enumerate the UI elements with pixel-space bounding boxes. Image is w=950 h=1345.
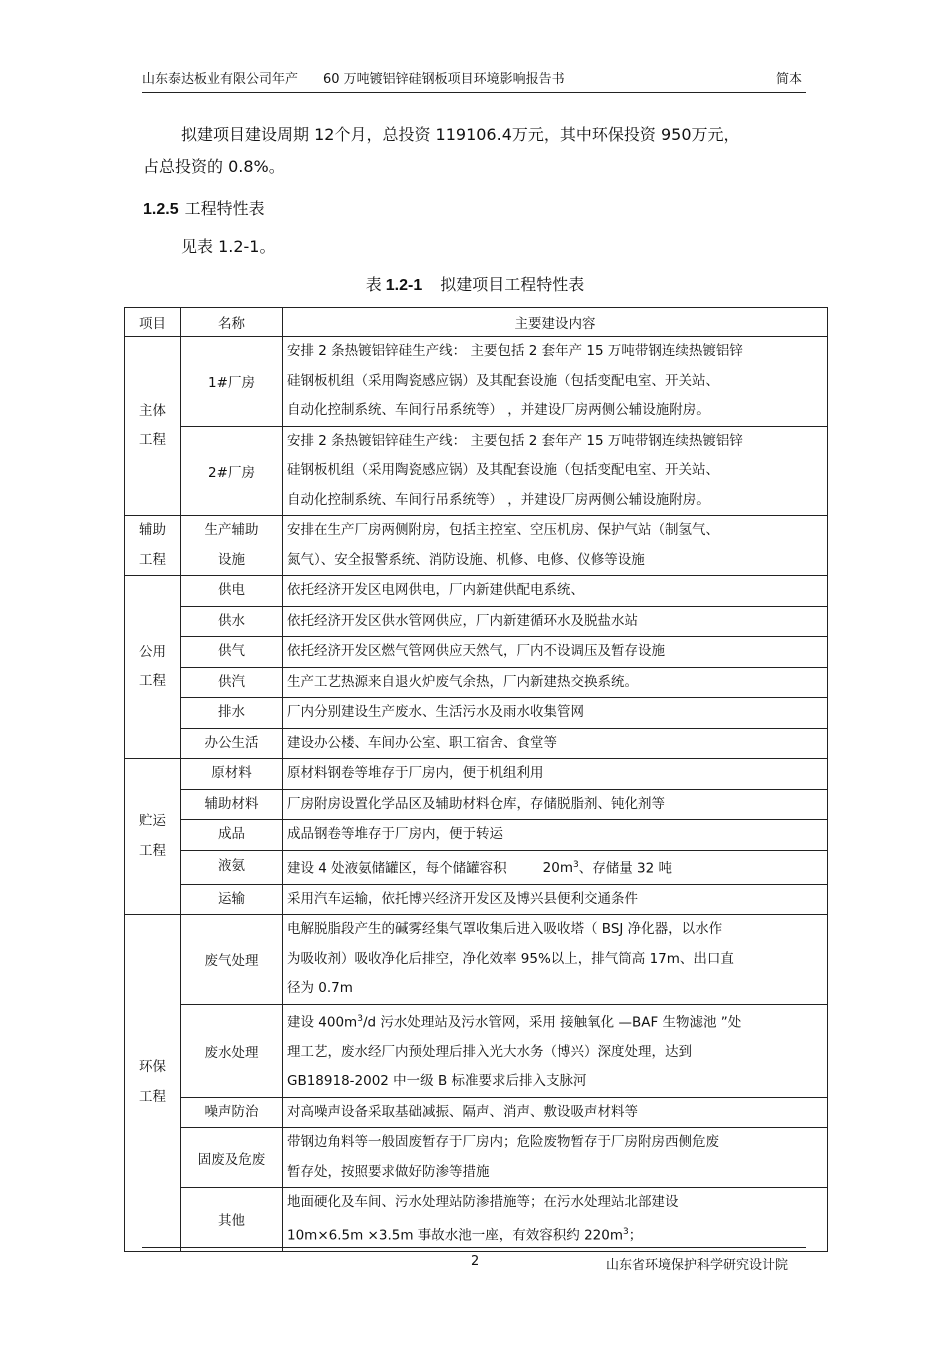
table-row [125, 516, 828, 576]
table-header-row [125, 308, 828, 337]
row-content: 建设 4 处液氨储罐区，每个储罐容积 $20m^3$、存储量 32 吨 [283, 850, 828, 884]
caption-title: 拟建项目工程特性表 [440, 275, 585, 294]
category-storage: 贮运 工程 [125, 759, 181, 915]
row-content: 建设办公楼、车间办公室、职工宿舍、食堂等 [283, 728, 828, 759]
row-content: 厂房附房设置化学品区及辅助材料仓库，存储脱脂剂、钝化剂等 [283, 789, 828, 820]
header-edition: 简本 [775, 72, 802, 87]
table-row [125, 850, 828, 884]
table-row [125, 637, 828, 668]
row-content: 厂内分别建设生产废水、生活污水及雨水收集管网 [283, 698, 828, 729]
row-content: 原材料钢卷等堆存于厂房内，便于机组利用 [283, 759, 828, 790]
caption-prefix: 表 [365, 275, 382, 294]
row-name: 其他 [181, 1188, 283, 1252]
row-content: 地面硬化及车间、污水处理站防渗措施等；在污水处理站北部建设 10m×6.5m ×3.5m 事故水池一座，有效容积约 $220m^3$； [283, 1188, 828, 1252]
table-row [125, 915, 828, 1005]
intro-line-1: 拟建项目建设周期 12个月，总投资 119106.4万元，其中环保投资 950万元， [181, 125, 740, 144]
page-footer [142, 1247, 806, 1273]
row-name: 供气 [181, 637, 283, 668]
row-content: 对高噪声设备采取基础减振、隔声、消声、敷设吸声材料等 [283, 1097, 828, 1128]
row-name: 排水 [181, 698, 283, 729]
row-name: 生产辅助 设施 [181, 516, 283, 576]
row-name: 1#厂房 [181, 337, 283, 427]
table-row [125, 1188, 828, 1252]
table-row [125, 667, 828, 698]
row-name: 废水处理 [181, 1004, 283, 1097]
section-title: 工程特性表 [184, 199, 265, 218]
category-main: 主体 工程 [125, 337, 181, 516]
row-name: 废气处理 [181, 915, 283, 1005]
see-table-text: 见表 1.2-1。 [181, 237, 276, 256]
row-content: 依托经济开发区电网供电，厂内新建供配电系统、 [283, 576, 828, 607]
row-name: 成品 [181, 820, 283, 851]
table-row [125, 698, 828, 729]
row-name: 运输 [181, 884, 283, 915]
header-company: 山东泰达板业有限公司年产 [142, 72, 299, 87]
row-name: 液氨 [181, 850, 283, 884]
row-content: 依托经济开发区供水管网供应，厂内新建循环水及脱盐水站 [283, 606, 828, 637]
row-name: 2#厂房 [181, 426, 283, 516]
table-row [125, 1097, 828, 1128]
row-name: 噪声防治 [181, 1097, 283, 1128]
row-name: 供电 [181, 576, 283, 607]
engineering-table [124, 307, 828, 1252]
section-heading [143, 196, 265, 219]
section-number: 1.2.5 [143, 201, 179, 218]
row-content: 成品钢卷等堆存于厂房内，便于转运 [283, 820, 828, 851]
row-content: 电解脱脂段产生的碱雾经集气罩收集后进入吸收塔（ BSJ 净化器，以水作 为吸收剂）吸收净化后排空，净化效率 95%以上，排气筒高 17m、出口直 径为 0.7m [283, 915, 828, 1005]
row-content: 建设 $400m^3/d$ 污水处理站及污水管网，采用 接触氧化 —BAF 生物滤池 ”处 理工艺，废水经厂内预处理后排入光大水务（博兴）深度处理，达到 GB18918-2002 中一级 B 标准要求后排入支脉河 [283, 1004, 828, 1097]
row-content: 采用汽车运输，依托博兴经济开发区及博兴县便利交通条件 [283, 884, 828, 915]
row-content: 安排 2 条热镀铝锌硅生产线： 主要包括 2 套年产 15 万吨带钢连续热镀铝锌 硅钢板机组（采用陶瓷感应锅）及其配套设施（包括变配电室、开关站、 自动化控制系统、车间行吊系统等） ，并建设厂房两侧公辅设施附房。 [283, 426, 828, 516]
row-name: 供水 [181, 606, 283, 637]
row-name: 固废及危废 [181, 1128, 283, 1188]
intro-paragraph [143, 119, 813, 183]
table-row [125, 884, 828, 915]
row-content: 安排 2 条热镀铝锌硅生产线： 主要包括 2 套年产 15 万吨带钢连续热镀铝锌 硅钢板机组（采用陶瓷感应锅）及其配套设施（包括变配电室、开关站、 自动化控制系统、车间行吊系统等） ，并建设厂房两侧公辅设施附房。 [283, 337, 828, 427]
col-header-item: 项目 [125, 308, 181, 337]
table-row [125, 337, 828, 427]
col-header-content: 主要建设内容 [283, 308, 828, 337]
page-number: 2 [471, 1254, 480, 1269]
table-row [125, 1128, 828, 1188]
table-row [125, 1004, 828, 1097]
row-content: 带钢边角料等一般固废暂存于厂房内；危险废物暂存于厂房附房西侧危废 暂存处，按照要求做好防渗等措施 [283, 1128, 828, 1188]
row-name: 原材料 [181, 759, 283, 790]
col-header-name: 名称 [181, 308, 283, 337]
table-row [125, 820, 828, 851]
footer-organization: 山东省环境保护科学研究设计院 [605, 1258, 788, 1273]
row-name: 辅助材料 [181, 789, 283, 820]
table-row [125, 728, 828, 759]
caption-number: 1.2-1 [385, 277, 423, 294]
table-row [125, 606, 828, 637]
table-row [125, 759, 828, 790]
page-header [142, 58, 806, 93]
row-content: 安排在生产厂房两侧附房，包括主控室、空压机房、保护气站（制氢气、 氮气）、安全报警系统、消防设施、机修、电修、仪修等设施 [283, 516, 828, 576]
table-row [125, 576, 828, 607]
row-content: 生产工艺热源来自退火炉废气余热，厂内新建热交换系统。 [283, 667, 828, 698]
header-report-title: 60 万吨镀铝锌硅钢板项目环境影响报告书 [323, 72, 565, 87]
row-content: 依托经济开发区燃气管网供应天然气，厂内不设调压及暂存设施 [283, 637, 828, 668]
row-name: 办公生活 [181, 728, 283, 759]
table-row [125, 426, 828, 516]
intro-line-2: 占总投资的 0.8%。 [143, 157, 285, 176]
category-env: 环保 工程 [125, 915, 181, 1252]
category-aux: 辅助 工程 [125, 516, 181, 576]
row-name: 供汽 [181, 667, 283, 698]
table-row [125, 789, 828, 820]
table-caption [0, 272, 950, 295]
category-public: 公用 工程 [125, 576, 181, 759]
